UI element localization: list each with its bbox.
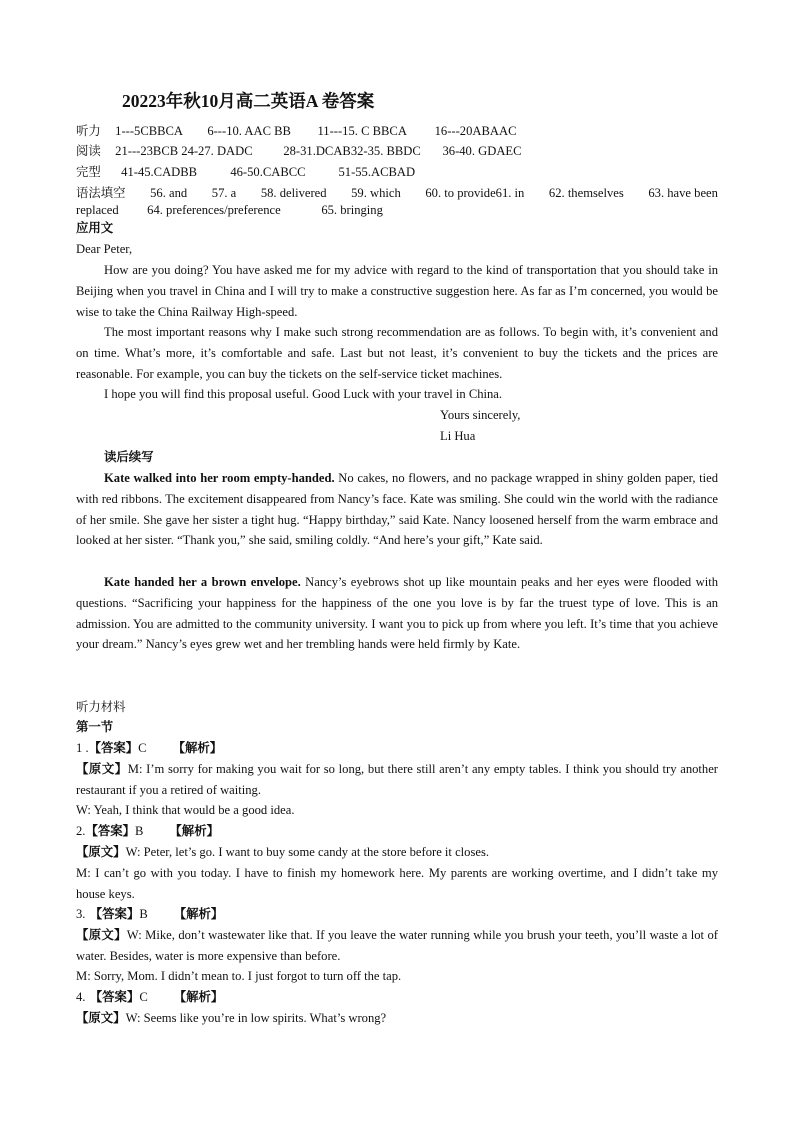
transcript-text: W: Mike, don’t wastewater like that. If you leave the water running while you brush your teeth, you’ll waste a lot of water. Besides, water is more expensive than before. xyxy=(76,928,719,963)
transcript-line xyxy=(76,759,718,801)
letter-greeting: Dear Peter, xyxy=(76,242,133,256)
transcript-text: M: I can’t go with you today. I have to finish my homework here. My parents are working overtime, and I didn’t take my house keys. xyxy=(76,866,718,901)
answer-tag: 【答案】 xyxy=(85,989,140,1004)
answer-group: 62. themselves xyxy=(548,186,624,200)
answer-row-listening xyxy=(76,121,718,142)
letter-paragraph-3: I hope you will find this proposal useful. Good Luck with your travel in China. xyxy=(104,387,503,401)
letter-signature: Li Hua xyxy=(440,429,476,443)
analysis-tag: 【解析】 xyxy=(173,906,224,921)
continuation-paragraph-2 xyxy=(76,572,718,655)
question-number: 2. xyxy=(76,824,86,838)
answer-group: 21---23BCB 24-27. DADC xyxy=(115,144,253,158)
letter-paragraph-1: How are you doing? You have asked me for my advice with regard to the kind of transportation that you should take in Beijing when you travel in China and I will try to make a constructive suggestion here. As far as I’m concerned, you would be wise to take the China Railway High-speed. xyxy=(76,263,718,319)
answer-group: 36-40. GDAEC xyxy=(442,144,522,158)
transcript-tag: 【原文】 xyxy=(76,761,128,776)
question-number: 1 . xyxy=(76,741,89,755)
question-number: 4. xyxy=(76,990,86,1004)
answer-group: 58. delivered xyxy=(260,186,327,200)
paragraph-lead: Kate handed her a brown envelope. xyxy=(104,575,301,589)
answer-group: 41-45.CADBB xyxy=(121,165,198,179)
continuation-paragraph-1 xyxy=(76,468,718,551)
answer-line-2 xyxy=(76,821,219,842)
answer-group: 6---10. AAC BB xyxy=(207,124,291,138)
letter-paragraph-2: The most important reasons why I make such strong recommendation are as follows. To begin with, it’s convenient and on time. What’s more, it’s comfortable and safe. Last but not least, it’s convenient to buy the tickets and the prices are reasonable. For example, you can buy the tickets on the self-service ticket machines. xyxy=(76,325,718,381)
answer-label: 阅读 xyxy=(76,143,101,158)
letter-closing: Yours sincerely, xyxy=(440,408,521,422)
transcript-tag: 【原文】 xyxy=(76,927,127,942)
answer-tag: 【答案】 xyxy=(85,906,140,921)
paragraph-body: Nancy’s eyebrows shot up like mountain peaks and her eyes were flooded with questions. “Sacrificing your happiness for the happiness of the one you love is by far the truest type of love. This is an admission. You are admitted to the community university. I want you to pick up from where you left. It’s time that you achieve your dream.” Nancy’s eyes grew wet and her trembling hands were held firmly by Kate. xyxy=(76,575,718,652)
answer-group: 16---20ABAAC xyxy=(434,124,517,138)
listening-material-heading: 听力材料 xyxy=(76,699,126,714)
answer-group: 65. bringing xyxy=(321,203,383,217)
answer-label: 听力 xyxy=(76,123,101,138)
answer-value: C xyxy=(138,741,147,755)
answer-group: 56. and xyxy=(150,186,188,200)
transcript-tag: 【原文】 xyxy=(76,1010,126,1025)
transcript-tag: 【原文】 xyxy=(76,844,126,859)
answer-group: 46-50.CABCC xyxy=(230,165,306,179)
transcript-text: W: Seems like you’re in low spirits. What’s wrong? xyxy=(125,1011,387,1025)
answer-group: replaced xyxy=(76,203,119,217)
answer-value: C xyxy=(139,990,148,1004)
answer-group: 1---5CBBCA xyxy=(115,124,184,138)
answer-group: 64. preferences/preference xyxy=(147,203,281,217)
answer-value: B xyxy=(139,907,148,921)
transcript-line xyxy=(76,842,718,863)
section-heading-practical: 应用文 xyxy=(76,220,114,235)
transcript-text: M: I’m sorry for making you wait for so long, but there still aren’t any empty tables. I think you should try another restaurant if you a retired of waiting. xyxy=(76,762,719,797)
answer-group: 51-55.ACBAD xyxy=(338,165,416,179)
analysis-tag: 【解析】 xyxy=(169,823,219,838)
transcript-text: W: Yeah, I think that would be a good idea. xyxy=(76,803,295,817)
answer-row-cloze xyxy=(76,162,718,183)
transcript-line xyxy=(76,925,718,967)
answer-group: 57. a xyxy=(211,186,237,200)
answer-label: 语法填空 xyxy=(76,185,126,200)
transcript-line xyxy=(76,966,718,987)
answer-group: 11---15. C BBCA xyxy=(317,124,407,138)
answer-label: 完型 xyxy=(76,164,101,179)
transcript-line xyxy=(76,800,718,821)
answer-line-1 xyxy=(76,738,222,759)
answer-group: 60. to provide61. in xyxy=(425,186,525,200)
transcript-text: W: Peter, let’s go. I want to buy some candy at the store before it closes. xyxy=(125,845,490,859)
answer-value: B xyxy=(135,824,144,838)
answer-group: 28-31.DCAB32-35. BBDC xyxy=(283,144,421,158)
answer-tag: 【答案】 xyxy=(85,823,136,838)
answer-line-4 xyxy=(76,987,223,1008)
paragraph-body: No cakes, no flowers, and no package wrapped in shiny golden paper, tied with red ribbons. The excitement disappeared from Nancy’s face. Kate was smiling. She could win the world with the radiance of her smile. She gave her sister a tight hug. “Happy birthday,” said Kate. Nancy loosened herself from the warm embrace and looked at her sister. “Thank you,” she said, smiling coldly. “And here’s your gift,” Kate said. xyxy=(76,471,718,548)
transcript-line xyxy=(76,863,718,905)
section-label: 第一节 xyxy=(76,719,114,734)
answer-group: 63. have been xyxy=(648,186,718,200)
section-heading-continuation: 读后续写 xyxy=(104,449,154,464)
answer-row-reading xyxy=(76,141,718,162)
analysis-tag: 【解析】 xyxy=(172,740,223,755)
transcript-line xyxy=(76,1008,718,1029)
paragraph-lead: Kate walked into her room empty-handed. xyxy=(104,471,335,485)
transcript-text: M: Sorry, Mom. I didn’t mean to. I just forgot to turn off the tap. xyxy=(76,969,402,983)
answer-line-3 xyxy=(76,904,223,925)
answer-group: 59. which xyxy=(351,186,401,200)
answer-tag: 【答案】 xyxy=(88,740,139,755)
analysis-tag: 【解析】 xyxy=(173,989,224,1004)
page-title: 20223年秋10月高二英语A 卷答案 xyxy=(122,91,375,111)
question-number: 3. xyxy=(76,907,86,921)
